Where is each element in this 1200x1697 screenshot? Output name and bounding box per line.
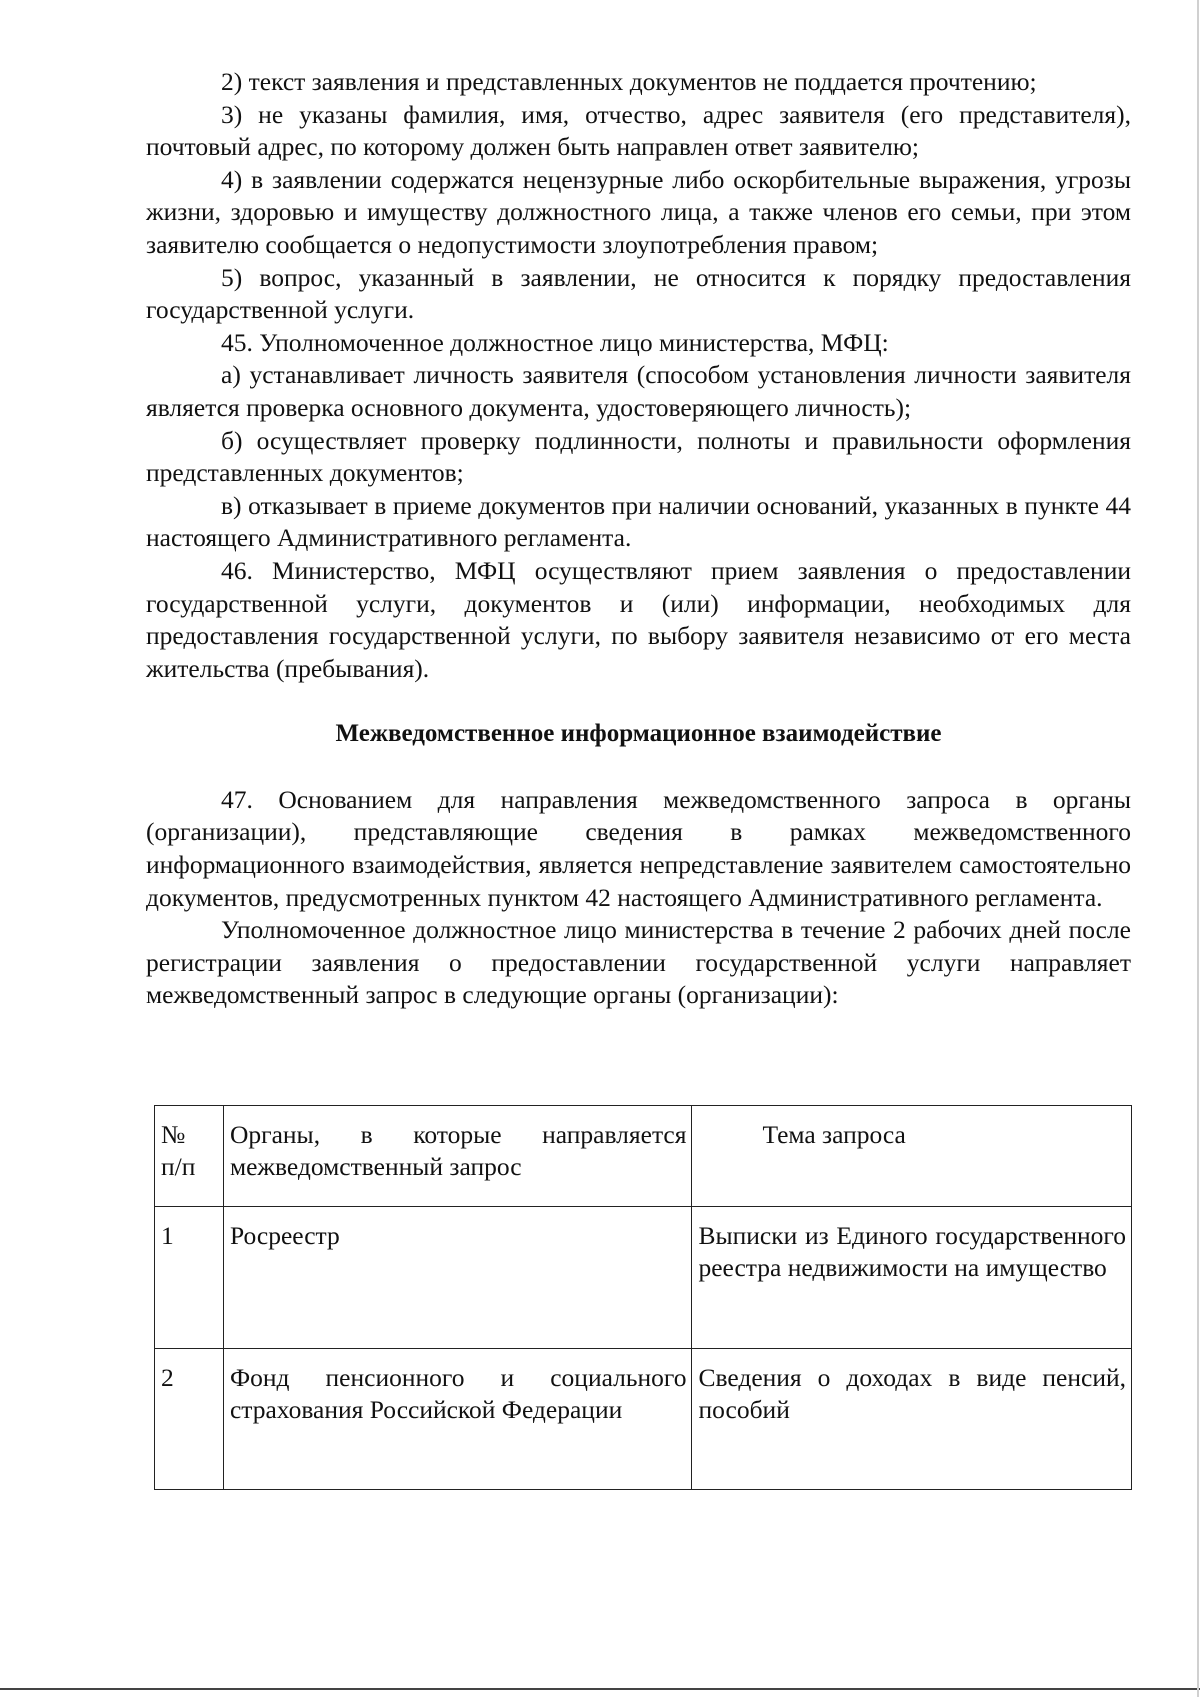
paragraph-item-3: 3) не указаны фамилия, имя, отчество, адрес заявителя (его представителя), почтовый адрес, по которому должен быть направлен ответ заявителю; [146,99,1131,162]
header-number-label: п/п [161,1152,196,1181]
header-topic-cell: Тема запроса [692,1106,1132,1207]
header-number-sign: № [161,1120,186,1149]
header-number-cell [155,1106,224,1207]
section-heading: Межведомственное информационное взаимодействие [335,720,942,748]
paragraph-45-b: б) осуществляет проверку подлинности, полноты и правильности оформления представленных документов; [146,425,1131,488]
paragraph-45-v: в) отказывает в приеме документов при наличии оснований, указанных в пункте 44 настоящего Административного регламента. [146,490,1131,553]
scan-right-edge [1197,0,1199,1697]
row-organ-cell: Фонд пенсионного и социального страхования Российской Федерации [223,1349,692,1490]
row-topic-cell: Выписки из Единого государственного реестра недвижимости на имущество [692,1207,1132,1349]
scan-bottom-line [0,1688,1200,1690]
row-organ-cell: Росреестр [223,1207,692,1349]
paragraph-45-a: а) устанавливает личность заявителя (способом установления личности заявителя является проверка основного документа, удостоверяющего личность); [146,360,1131,422]
paragraph-item-2: 2) текст заявления и представленных документов не поддается прочтению; [221,67,1037,96]
header-organ-cell: Органы, в которые направляется межведомственный запрос [223,1106,692,1207]
paragraph-47: 47. Основанием для направления межведомственного запроса в органы (организации), представляющие сведения в рамках межведомственного информационного взаимодействия, является непредставление заявителем самостоятельно документов, предусмотренных пунктом 42 настоящего Административного регламента. [146,784,1131,912]
table-header-row [155,1106,1132,1207]
row-number-cell: 1 [155,1207,224,1349]
paragraph-item-5: 5) вопрос, указанный в заявлении, не относится к порядку предоставления государственной услуги. [146,262,1131,325]
row-number-cell: 2 [155,1349,224,1490]
table-row [155,1349,1132,1490]
paragraph-46: 46. Министерство, МФЦ осуществляют прием заявления о предоставлении государственной услуги, документов и (или) информации, необходимых для предоставления государственной услуги, по выбору заявителя независимо от его места жительства (пребывания). [146,555,1131,683]
paragraph-45: 45. Уполномоченное должностное лицо министерства, МФЦ: [221,327,889,357]
paragraph-item-4: 4) в заявлении содержатся нецензурные либо оскорбительные выражения, угрозы жизни, здоровью и имуществу должностного лица, а также членов его семьи, при этом заявителю сообщается о недопустимости злоупотребления правом; [146,164,1131,259]
document-body [146,66,1131,1012]
row-topic-cell: Сведения о доходах в виде пенсий, пособий [692,1349,1132,1490]
paragraph-47-followup: Уполномоченное должностное лицо министерства в течение 2 рабочих дней после регистрации заявления о предоставлении государственной услуги направляет межведомственный запрос в следующие органы (организации): [146,915,1131,1010]
interagency-request-table [154,1105,1132,1490]
table-row [155,1207,1132,1349]
